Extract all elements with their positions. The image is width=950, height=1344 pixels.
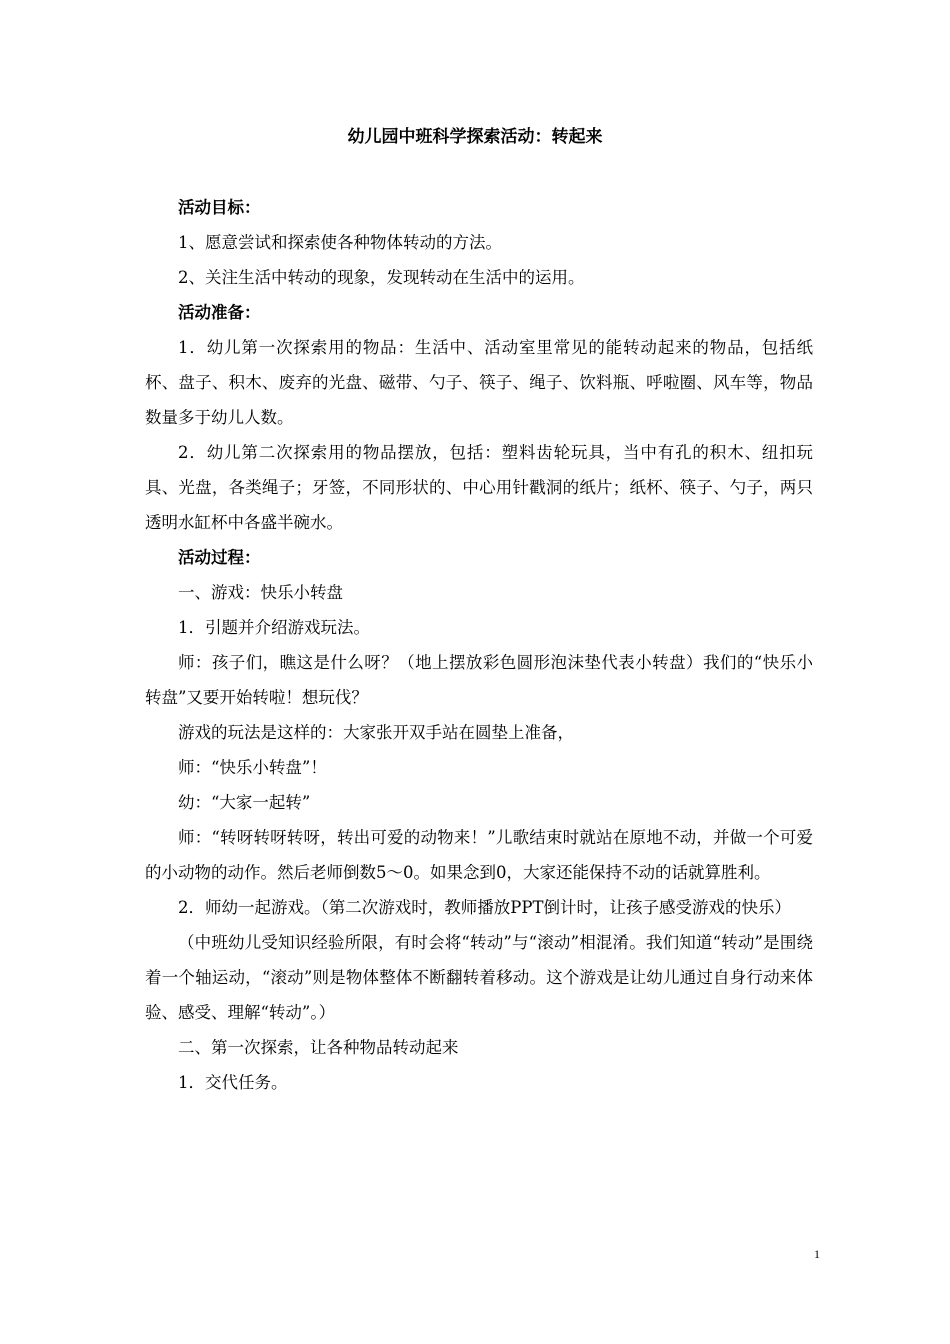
paragraph: 师：“转呀转呀转呀，转出可爱的动物来！”儿歌结束时就站在原地不动，并做一个可爱的小动物的动作。然后老师倒数5～0。如果念到0，大家还能保持不动的话就算胜利。 bbox=[145, 828, 813, 882]
paragraph: 2、关注生活中转动的现象，发现转动在生活中的运用。 bbox=[178, 268, 585, 287]
section-heading-goals: 活动目标： bbox=[178, 198, 261, 217]
page-number: 1 bbox=[814, 1247, 820, 1261]
paragraph: 游戏的玩法是这样的：大家张开双手站在圆垫上准备， bbox=[178, 723, 574, 742]
section-heading-preparation: 活动准备： bbox=[178, 303, 261, 322]
paragraph: 1．幼儿第一次探索用的物品：生活中、活动室里常见的能转动起来的物品，包括纸杯、盘子、积木、废弃的光盘、磁带、勺子、筷子、绳子、饮料瓶、呼啦圈、风车等，物品数量多于幼儿人数。 bbox=[145, 338, 813, 427]
paragraph: 一、游戏：快乐小转盘 bbox=[178, 583, 343, 602]
document-title: 幼儿园中班科学探索活动：转起来 bbox=[347, 127, 603, 147]
paragraph: 1、愿意尝试和探索使各种物体转动的方法。 bbox=[178, 233, 502, 252]
paragraph: 2．幼儿第二次探索用的物品摆放，包括：塑料齿轮玩具，当中有孔的积木、纽扣玩具、光盘，各类绳子；牙签，不同形状的、中心用针戳洞的纸片；纸杯、筷子、勺子，两只透明水缸杯中各盛半碗水。 bbox=[145, 443, 813, 532]
paragraph: 师：孩子们，瞧这是什么呀？（地上摆放彩色圆形泡沫垫代表小转盘）我们的“快乐小转盘”又要开始转啦！想玩伐？ bbox=[145, 653, 813, 707]
section-heading-process: 活动过程： bbox=[178, 548, 261, 567]
paragraph: 师：“快乐小转盘”！ bbox=[178, 758, 327, 777]
paragraph: 1．交代任务。 bbox=[178, 1073, 288, 1092]
paragraph: 幼：“大家一起转” bbox=[178, 793, 311, 812]
paragraph: 2．师幼一起游戏。（第二次游戏时，教师播放PPT倒计时，让孩子感受游戏的快乐） bbox=[178, 898, 791, 917]
paragraph: 二、第一次探索，让各种物品转动起来 bbox=[178, 1038, 459, 1057]
paragraph: 1．引题并介绍游戏玩法。 bbox=[178, 618, 370, 637]
document-body bbox=[145, 190, 813, 1100]
paragraph: （中班幼儿受知识经验所限，有时会将“转动”与“滚动”相混淆。我们知道“转动”是围绕着一个轴运动，“滚动”则是物体整体不断翻转着移动。这个游戏是让幼儿通过自身行动来体验、感受、理解“转动”。） bbox=[145, 933, 813, 1022]
